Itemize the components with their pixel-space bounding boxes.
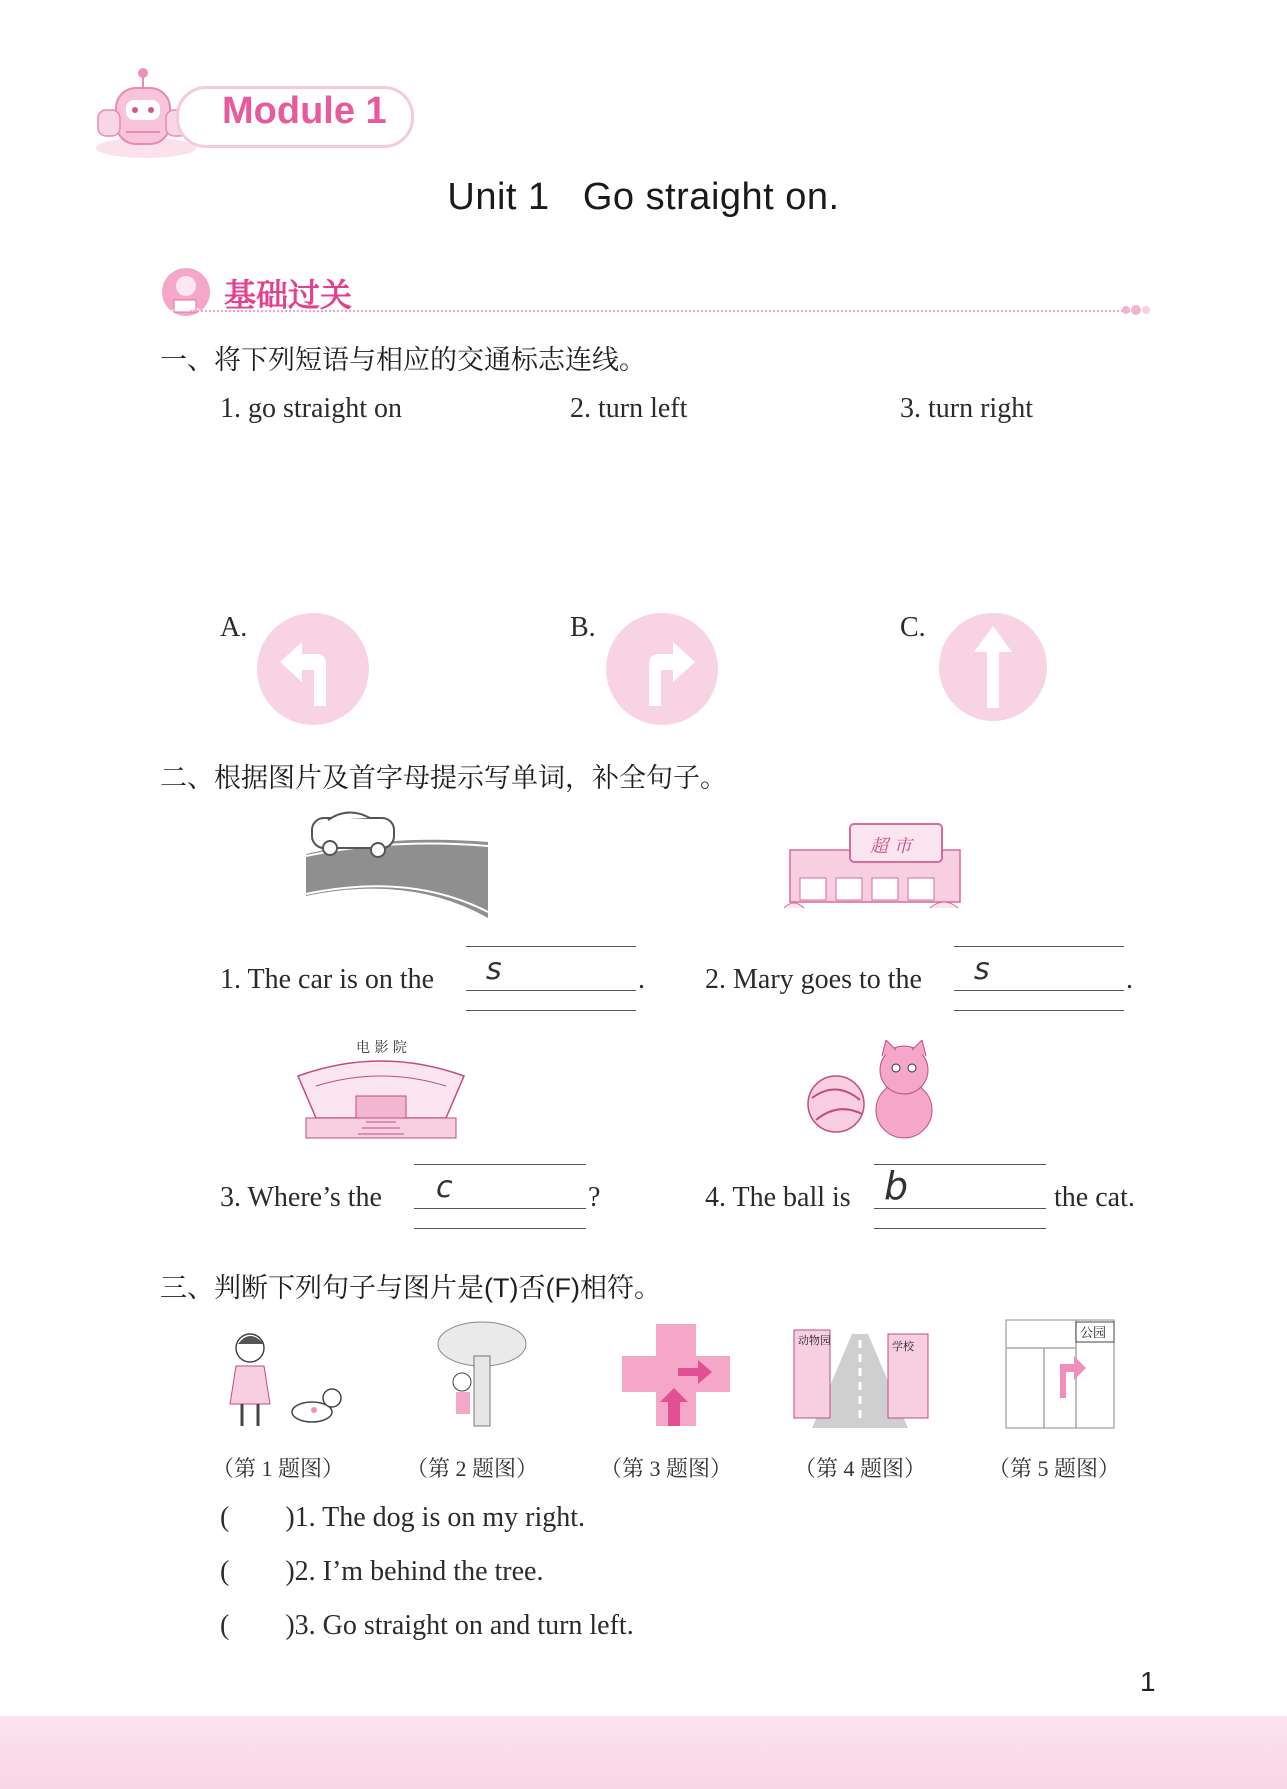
q2-item-2-prefix: 2. Mary goes to the: [705, 964, 922, 995]
q2-item-4-prefix: 4. The ball is: [705, 1182, 851, 1213]
q2-item-4-suffix: the cat.: [1054, 1182, 1135, 1213]
q1-label-c: C.: [900, 612, 926, 643]
q3-caption-1: （第 1 题图）: [212, 1456, 345, 1481]
module-banner: [86, 66, 416, 162]
module-title: Module 1: [222, 90, 387, 132]
q2-item-3-prefix: 3. Where’s the: [220, 1182, 382, 1213]
cat-and-ball-picture: [804, 1040, 944, 1140]
girl-and-dog-picture: [222, 1326, 352, 1432]
q2-item-1-prefix: 1. The car is on the: [220, 964, 435, 995]
car-on-street-picture: [300, 806, 500, 918]
street-zoo-school-picture: [792, 1320, 930, 1428]
tree-picture: [432, 1318, 532, 1430]
turn-right-sign-icon: [605, 612, 719, 726]
cinema-sign-text: 电 影 院: [356, 1040, 407, 1056]
q2-item-2-suffix: .: [1126, 964, 1133, 995]
q1-phrase-2: 2. turn left: [570, 393, 688, 424]
crossroad-arrows-picture: [620, 1322, 732, 1428]
q1-heading: 一、将下列短语与相应的交通标志连线。: [160, 345, 646, 375]
q3-sentence-3[interactable]: ( )3. Go straight on and turn left.: [220, 1610, 634, 1641]
q3-caption-4: （第 4 题图）: [794, 1456, 927, 1481]
dots-decoration-icon: [1120, 300, 1150, 320]
straight-sign-icon: [938, 612, 1048, 722]
hint-letter: c: [436, 1170, 453, 1205]
section-divider: [190, 310, 1130, 312]
q1-label-a: A.: [220, 612, 248, 643]
section-label: 基础过关: [224, 277, 353, 313]
supermarket-sign-text: 超 市: [870, 836, 912, 857]
hint-letter: s: [974, 952, 990, 987]
q2-answer-3[interactable]: [414, 1162, 586, 1232]
q3-sentence-2[interactable]: ( )2. I’m behind the tree.: [220, 1556, 544, 1587]
q2-item-1-suffix: .: [638, 964, 645, 995]
q1-phrase-3: 3. turn right: [900, 393, 1033, 424]
cinema-picture: [296, 1036, 466, 1144]
unit-title: Unit 1 Go straight on.: [447, 176, 840, 218]
supermarket-picture: [780, 818, 980, 914]
q2-answer-2[interactable]: [954, 944, 1124, 1014]
turn-left-sign-icon: [256, 612, 370, 726]
q3-heading: 三、判断下列句子与图片是(T)否(F)相符。: [160, 1273, 661, 1303]
q3-sentence-1[interactable]: ( )1. The dog is on my right.: [220, 1502, 586, 1533]
page-number: 1: [1140, 1666, 1156, 1697]
q1-phrase-1: 1. go straight on: [220, 393, 402, 424]
q3-caption-5: （第 5 题图）: [988, 1456, 1121, 1481]
hint-letter: b: [884, 1164, 909, 1208]
hint-letter: s: [486, 952, 502, 987]
q2-answer-4[interactable]: [874, 1162, 1046, 1232]
q2-answer-1[interactable]: [466, 944, 636, 1014]
q3-caption-3: （第 3 题图）: [600, 1456, 733, 1481]
zoo-sign-text: 动物园: [798, 1334, 831, 1347]
footer-band: [0, 1716, 1287, 1789]
girl-reading-icon: [160, 266, 216, 322]
q1-label-b: B.: [570, 612, 596, 643]
q2-heading: 二、根据图片及首字母提示写单词，补全句子。: [160, 763, 727, 793]
q2-item-3-suffix: ?: [588, 1182, 601, 1213]
section-bar: [160, 266, 1150, 316]
park-sign-text: 公园: [1080, 1326, 1107, 1341]
q3-caption-2: （第 2 题图）: [406, 1456, 539, 1481]
park-map-picture: [1004, 1318, 1116, 1430]
school-sign-text: 学校: [892, 1340, 914, 1353]
